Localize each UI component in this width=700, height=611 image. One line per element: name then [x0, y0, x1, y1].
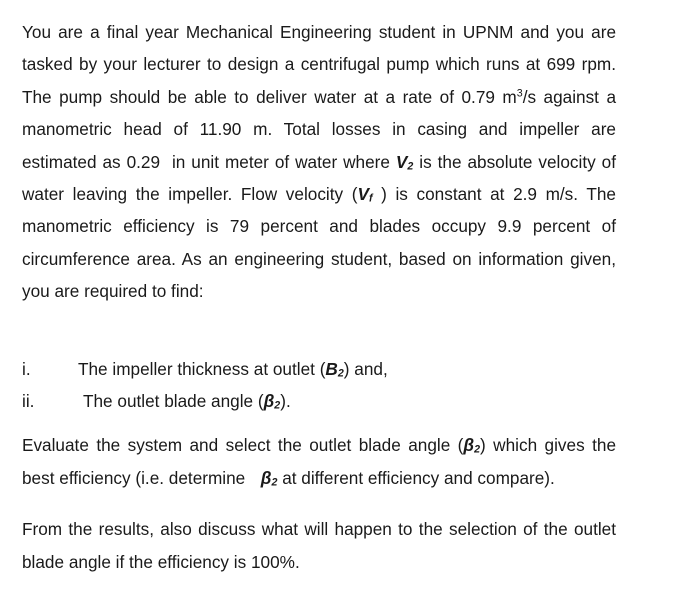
intro-text-4: is the absolute velocity of water leaving the impeller. Flow velocity (: [22, 151, 616, 205]
evaluate-paragraph: Evaluate the system and select the outlet blade angle $(\beta_2)$ which gives the best efficiency (i.e. determine $\beta_2$ at different efficiency and compare).: [22, 435, 616, 489]
list-item: [22, 353, 616, 385]
intro-text-2: /s against a manometric head of 11.90 m. Total losses in casing and impeller are estimated as 0.29: [22, 86, 617, 172]
list-number: i.: [22, 358, 31, 379]
intro-text-3: in unit meter of water where: [171, 151, 390, 172]
list-text: The outlet blade angle $(\beta_2)$.: [83, 391, 291, 412]
discuss-paragraph: From the results, also discuss what will happen to the selection of the outlet blade angle if the efficiency is 100%.: [22, 519, 616, 572]
list-item: [22, 385, 616, 417]
document-body: [22, 16, 616, 578]
beta2-symbol: $\beta_2$: [463, 435, 481, 456]
unit-exponent: 3: [516, 87, 523, 100]
vf-symbol: $V_f$: [357, 184, 373, 205]
list-text: The impeller thickness at outlet $(B_2)$ and,: [78, 358, 388, 379]
beta2-symbol: $\beta_2$: [260, 467, 278, 489]
intro-text-1: You are a final year Mechanical Engineering student in UPNM and you are tasked by your lecturer to design a centrifugal pump which runs at 699 rpm. The pump should be able to deliver water at a rate of 0.79 m: [22, 22, 616, 107]
intro-text-5: ) is constant at 2.9 m/s. The manometric efficiency is 79 percent and blades occupy 9.9 percent of circumference area. As an engineering student, based on information given, you are required to find:: [22, 184, 616, 302]
beta2-symbol: $\beta_2$: [263, 391, 281, 412]
problem-statement: [22, 16, 616, 308]
task-list: [22, 353, 616, 418]
list-number: ii.: [22, 391, 35, 412]
b2-symbol: $B_2$: [325, 358, 344, 379]
v2-symbol: $V_2$: [395, 151, 414, 172]
